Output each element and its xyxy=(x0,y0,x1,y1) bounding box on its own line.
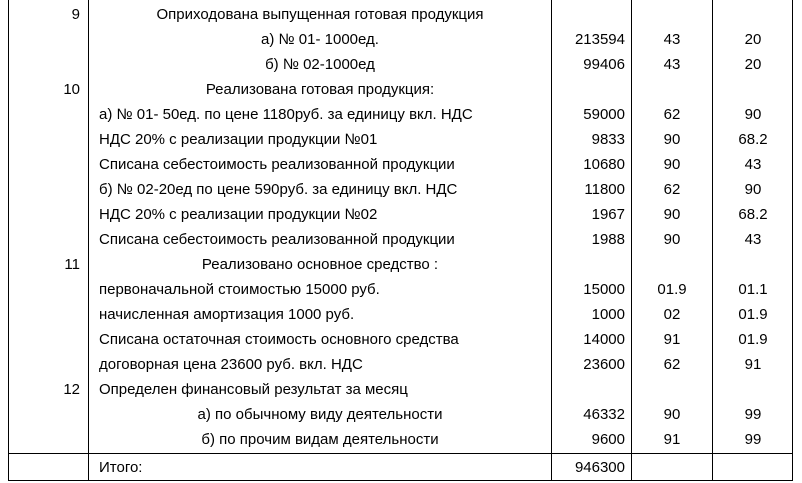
row-number: 9 xyxy=(71,6,80,23)
row-description: начисленная амортизация 1000 руб. xyxy=(99,306,355,323)
table-row xyxy=(0,2,802,27)
row-credit-account: 43 xyxy=(744,231,762,248)
table-row xyxy=(0,77,802,102)
row-credit-account xyxy=(713,2,793,27)
table-row xyxy=(0,27,802,52)
row-credit-account: 01.1 xyxy=(738,281,768,298)
table-row xyxy=(0,102,802,127)
row-debit-account: 43 xyxy=(663,31,681,48)
row-number xyxy=(8,202,88,227)
total-row xyxy=(0,455,802,480)
row-debit-account: 62 xyxy=(663,181,681,198)
row-amount xyxy=(552,77,631,102)
table-row xyxy=(0,427,802,452)
row-description: договорная цена 23600 руб. вкл. НДС xyxy=(99,356,363,373)
row-amount: 9833 xyxy=(591,131,625,148)
row-credit-account: 90 xyxy=(744,181,762,198)
row-credit-account: 68.2 xyxy=(738,131,768,148)
row-credit-account xyxy=(713,77,793,102)
row-debit-account: 43 xyxy=(663,56,681,73)
row-amount: 14000 xyxy=(583,331,625,348)
row-amount: 15000 xyxy=(583,281,625,298)
row-credit-account: 68.2 xyxy=(738,206,768,223)
row-debit-account: 62 xyxy=(663,356,681,373)
table-row xyxy=(0,127,802,152)
row-debit-account: 90 xyxy=(663,231,681,248)
row-amount: 1000 xyxy=(591,306,625,323)
table-row xyxy=(0,227,802,252)
row-credit-account: 99 xyxy=(744,406,762,423)
row-number xyxy=(8,152,88,177)
row-number: 11 xyxy=(64,256,80,273)
row-number xyxy=(8,277,88,302)
row-number xyxy=(8,302,88,327)
row-description: б) № 02-1000ед xyxy=(265,56,375,73)
total-row-top-border xyxy=(8,453,793,454)
row-description: Определен финансовый результат за месяц xyxy=(99,381,408,398)
row-description: Списана остаточная стоимость основного средства xyxy=(99,331,459,348)
row-amount xyxy=(552,2,631,27)
row-credit-account xyxy=(713,377,793,402)
row-credit-account: 91 xyxy=(744,356,762,373)
row-debit-account: 90 xyxy=(663,131,681,148)
row-credit-account: 99 xyxy=(744,431,762,448)
table-row xyxy=(0,402,802,427)
row-number xyxy=(8,402,88,427)
row-credit-account xyxy=(713,252,793,277)
table-row xyxy=(0,277,802,302)
row-debit-account: 01.9 xyxy=(657,281,687,298)
row-description: а) № 01- 50ед. по цене 1180руб. за единицу вкл. НДС xyxy=(99,106,473,123)
row-amount: 23600 xyxy=(583,356,625,373)
table-row xyxy=(0,52,802,77)
row-description: первоначальной стоимостью 15000 руб. xyxy=(99,281,380,298)
row-debit-account: 02 xyxy=(663,306,681,323)
row-description: а) по обычному виду деятельности xyxy=(197,406,443,423)
table-row xyxy=(0,252,802,277)
row-amount: 1967 xyxy=(591,206,625,223)
table-row xyxy=(0,327,802,352)
table-row xyxy=(0,302,802,327)
table-row xyxy=(0,202,802,227)
row-number xyxy=(8,27,88,52)
row-description: а) № 01- 1000ед. xyxy=(261,31,379,48)
row-number: 12 xyxy=(63,381,80,398)
row-description: НДС 20% с реализации продукции №01 xyxy=(99,131,378,148)
row-description: Реализована готовая продукция: xyxy=(205,81,435,98)
row-number xyxy=(8,427,88,452)
row-amount xyxy=(552,377,631,402)
total-label: Итого: xyxy=(99,459,143,476)
row-amount: 46332 xyxy=(583,406,625,423)
total-row-bottom-border xyxy=(8,480,793,481)
row-number xyxy=(8,352,88,377)
row-number xyxy=(8,177,88,202)
table-row xyxy=(0,377,802,402)
row-amount: 213594 xyxy=(574,31,625,48)
row-credit-account: 01.9 xyxy=(738,306,768,323)
row-credit-account: 90 xyxy=(744,106,762,123)
row-debit-account: 90 xyxy=(663,406,681,423)
row-description: б) № 02-20ед по цене 590руб. за единицу вкл. НДС xyxy=(99,181,458,198)
row-number: 10 xyxy=(63,81,80,98)
row-amount: 59000 xyxy=(583,106,625,123)
row-description: Оприходована выпущенная готовая продукция xyxy=(156,6,484,23)
row-amount: 11800 xyxy=(584,181,625,198)
row-number xyxy=(8,52,88,77)
row-number xyxy=(8,127,88,152)
row-description: Списана себестоимость реализованной продукции xyxy=(99,156,455,173)
row-number xyxy=(8,327,88,352)
row-description: НДС 20% с реализации продукции №02 xyxy=(99,206,378,223)
row-amount xyxy=(552,252,631,277)
row-amount: 10680 xyxy=(583,156,625,173)
table-row xyxy=(0,152,802,177)
total-sum: 946300 xyxy=(574,459,625,476)
table-row xyxy=(0,352,802,377)
row-credit-account: 20 xyxy=(744,56,762,73)
row-debit-account: 90 xyxy=(663,156,681,173)
row-debit-account xyxy=(632,2,712,27)
row-credit-account: 01.9 xyxy=(738,331,768,348)
row-debit-account: 91 xyxy=(663,431,681,448)
row-debit-account xyxy=(632,77,712,102)
row-credit-account: 43 xyxy=(744,156,762,173)
row-description: Реализовано основное средство : xyxy=(201,256,439,273)
row-description: Списана себестоимость реализованной продукции xyxy=(99,231,455,248)
row-debit-account xyxy=(632,252,712,277)
row-debit-account: 91 xyxy=(663,331,681,348)
row-number xyxy=(8,102,88,127)
row-description: б) по прочим видам деятельности xyxy=(201,431,439,448)
row-debit-account xyxy=(632,377,712,402)
row-debit-account: 90 xyxy=(663,206,681,223)
row-credit-account: 20 xyxy=(744,31,762,48)
row-amount: 9600 xyxy=(591,431,625,448)
row-number xyxy=(8,227,88,252)
table-row xyxy=(0,177,802,202)
row-debit-account: 62 xyxy=(663,106,681,123)
row-amount: 99406 xyxy=(583,56,625,73)
row-amount: 1988 xyxy=(591,231,625,248)
